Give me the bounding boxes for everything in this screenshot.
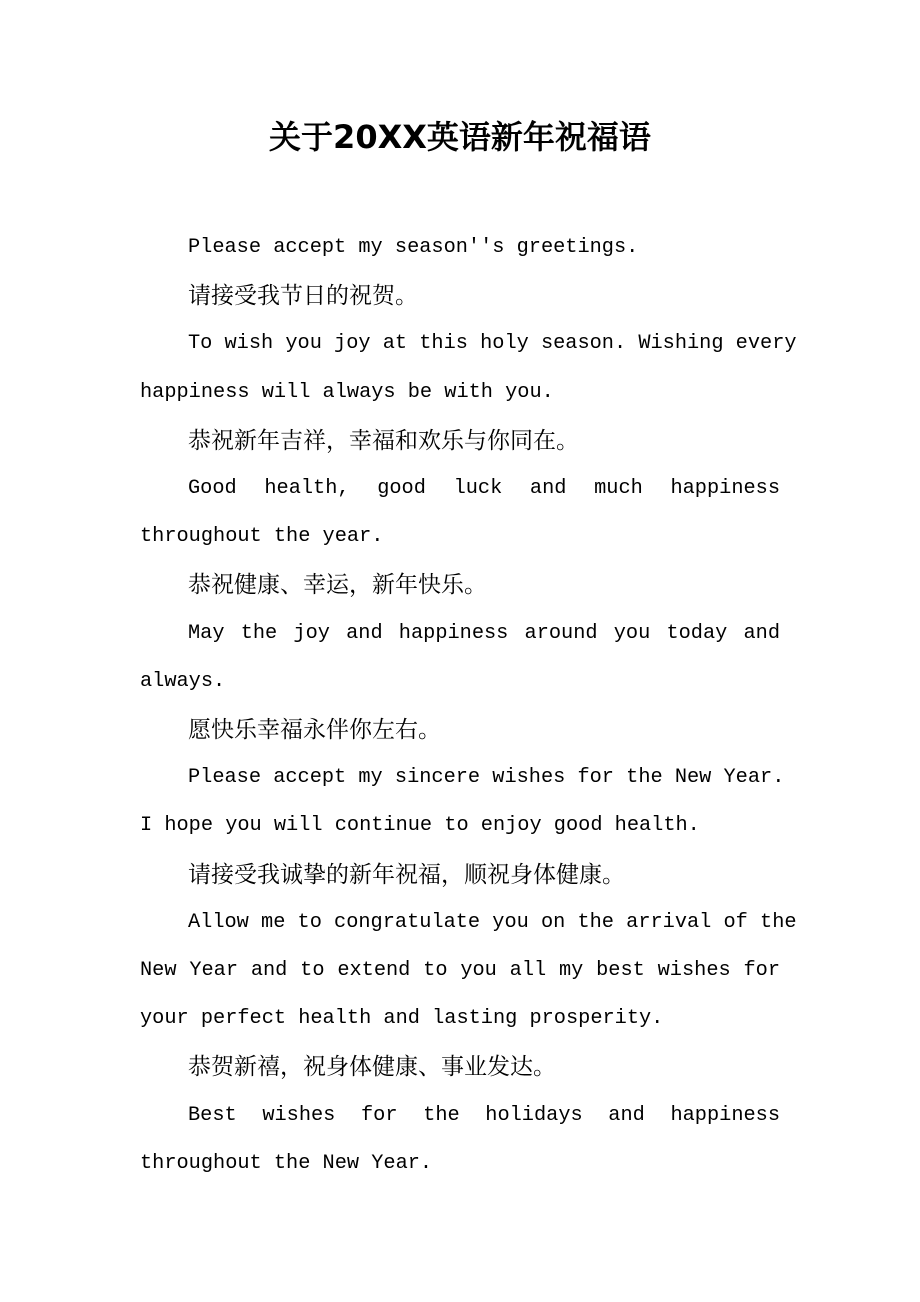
- text-line-content: your perfect health and lasting prosperity.: [140, 1007, 664, 1031]
- text-line: [140, 754, 785, 802]
- paragraph: [140, 224, 780, 272]
- text-line: [140, 561, 780, 609]
- text-line-content: happiness will always be with you.: [140, 380, 554, 404]
- text-line-content: 愿快乐幸福永伴你左右。: [188, 717, 441, 744]
- text-line: [140, 1140, 780, 1188]
- document-body: [140, 224, 797, 1188]
- text-line-content: Best wishes for the holidays and happiness: [188, 1103, 780, 1127]
- text-line: [140, 369, 780, 417]
- text-line-content: Allow me to congratulate you on the arrival of the: [188, 910, 797, 934]
- paragraph: [140, 272, 780, 320]
- text-line: [140, 899, 797, 947]
- text-line-content: New Year and to extend to you all my best wishes for: [140, 959, 780, 983]
- text-line-content: throughout the New Year.: [140, 1151, 433, 1175]
- text-line: [140, 947, 780, 995]
- paragraph: [140, 851, 780, 899]
- text-line-content: 恭贺新禧，祝身体健康、事业发达。: [188, 1054, 556, 1081]
- paragraph: [140, 320, 797, 416]
- text-line-content: 请接受我节日的祝贺。: [188, 283, 418, 310]
- text-line: [140, 802, 780, 850]
- text-line: [140, 706, 780, 754]
- paragraph: [140, 417, 780, 465]
- text-line-content: I hope you will continue to enjoy good health.: [140, 814, 700, 838]
- paragraph: [140, 899, 797, 1044]
- text-line-content: always.: [140, 669, 226, 693]
- paragraph: [140, 465, 780, 561]
- text-line-content: throughout the year.: [140, 525, 384, 549]
- text-line: [140, 465, 780, 513]
- text-line: [140, 224, 780, 272]
- text-line: [140, 320, 797, 368]
- paragraph: [140, 561, 780, 609]
- text-line-content: Please accept my season''s greetings.: [188, 236, 639, 259]
- paragraph: [140, 1043, 780, 1091]
- text-line-content: 恭祝新年吉祥，幸福和欢乐与你同在。: [188, 427, 579, 454]
- text-line: [140, 610, 780, 658]
- text-line-content: 恭祝健康、幸运，新年快乐。: [188, 572, 487, 599]
- text-line-content: May the joy and happiness around you today and: [188, 621, 780, 645]
- text-line: [140, 851, 780, 899]
- text-line: [140, 1092, 780, 1140]
- text-line-content: Please accept my sincere wishes for the New Year.: [188, 766, 785, 790]
- paragraph: [140, 754, 785, 850]
- text-line: [140, 658, 780, 706]
- text-line: [140, 1043, 780, 1091]
- text-line: [140, 417, 780, 465]
- text-line-content: 请接受我诚挚的新年祝福，顺祝身体健康。: [188, 861, 625, 888]
- paragraph: [140, 610, 780, 706]
- paragraph: [140, 1092, 780, 1188]
- text-line: [140, 995, 780, 1043]
- text-line: [140, 513, 780, 561]
- text-line-content: Good health, good luck and much happiness: [188, 477, 780, 501]
- paragraph: [140, 706, 780, 754]
- document-title: 关于20XX英语新年祝福语: [269, 118, 651, 156]
- text-line-content: To wish you joy at this holy season. Wishing every: [188, 332, 797, 356]
- text-line: [140, 272, 780, 320]
